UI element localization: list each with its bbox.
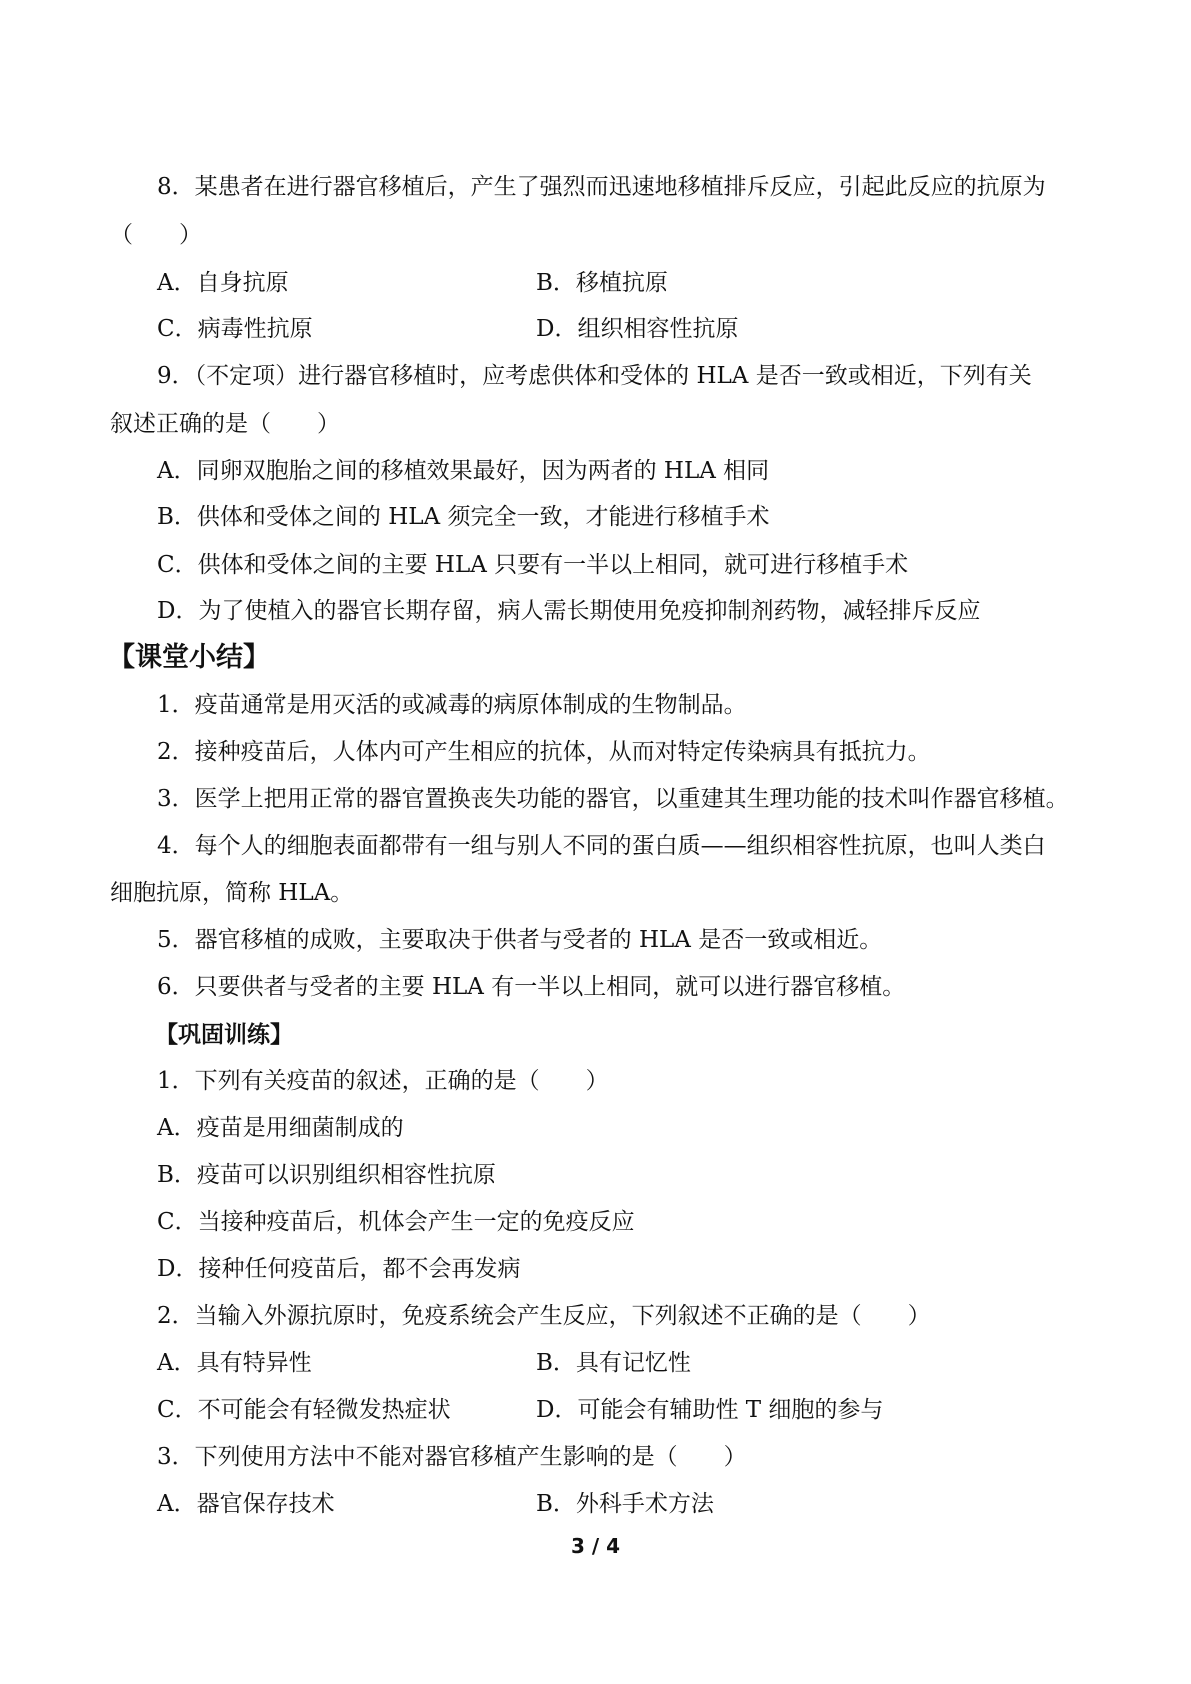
summary-point-5: 5．器官移植的成败，主要取决于供者与受者的 HLA 是否一致或相近。 <box>157 927 883 953</box>
practice-q3-option-a: A．器官保存技术 <box>157 1491 335 1517</box>
practice-q1-option-c: C．当接种疫苗后，机体会产生一定的免疫反应 <box>157 1209 635 1235</box>
q9-option-d: D．为了使植入的器官长期存留，病人需长期使用免疫抑制剂药物，减轻排斥反应 <box>157 598 981 624</box>
practice-q3-option-b: B．外科手术方法 <box>536 1491 714 1517</box>
practice-q2-option-a: A．具有特异性 <box>157 1350 312 1376</box>
summary-point-3: 3．医学上把用正常的器官置换丧失功能的器官，以重建其生理功能的技术叫作器官移植。 <box>157 786 1069 812</box>
summary-point-4-line1: 4．每个人的细胞表面都带有一组与别人不同的蛋白质——组织相容性抗原，也叫人类白 <box>157 833 1046 859</box>
q9-stem-line1: 9．（不定项）进行器官移植时，应考虑供体和受体的 HLA 是否一致或相近，下列有关 <box>157 363 1032 389</box>
practice-q1-option-b: B．疫苗可以识别组织相容性抗原 <box>157 1162 496 1188</box>
practice-q2-option-d: D．可能会有辅助性 T 细胞的参与 <box>536 1397 884 1423</box>
q8-option-c: C．病毒性抗原 <box>157 316 313 342</box>
summary-point-4-line2: 细胞抗原，简称 HLA。 <box>110 880 354 906</box>
summary-point-1: 1．疫苗通常是用灭活的或减毒的病原体制成的生物制品。 <box>157 692 747 718</box>
q9-option-b: B．供体和受体之间的 HLA 须完全一致，才能进行移植手术 <box>157 504 770 530</box>
q9-stem-line2: 叙述正确的是（ ） <box>110 411 340 437</box>
q8-answer-paren: （ ） <box>110 222 202 248</box>
summary-heading: 【课堂小结】 <box>108 642 270 673</box>
q8-option-b: B．移植抗原 <box>536 270 668 296</box>
practice-q2-option-c: C．不可能会有轻微发热症状 <box>157 1397 451 1423</box>
practice-heading: 【巩固训练】 <box>155 1022 293 1048</box>
practice-q2-stem: 2．当输入外源抗原时，免疫系统会产生反应，下列叙述不正确的是（ ） <box>157 1303 931 1329</box>
summary-point-2: 2．接种疫苗后，人体内可产生相应的抗体，从而对特定传染病具有抵抗力。 <box>157 739 931 765</box>
summary-point-6: 6．只要供者与受者的主要 HLA 有一半以上相同，就可以进行器官移植。 <box>157 974 906 1000</box>
practice-q1-stem: 1．下列有关疫苗的叙述，正确的是（ ） <box>157 1068 609 1094</box>
q8-option-d: D．组织相容性抗原 <box>536 316 739 342</box>
page-number: 3 / 4 <box>570 1534 621 1558</box>
q9-option-a: A．同卵双胞胎之间的移植效果最好，因为两者的 HLA 相同 <box>157 458 770 484</box>
q8-option-a: A．自身抗原 <box>157 270 289 296</box>
practice-q1-option-a: A．疫苗是用细菌制成的 <box>157 1115 404 1141</box>
practice-q2-option-b: B．具有记忆性 <box>536 1350 691 1376</box>
practice-q1-option-d: D．接种任何疫苗后，都不会再发病 <box>157 1256 521 1282</box>
practice-q3-stem: 3．下列使用方法中不能对器官移植产生影响的是（ ） <box>157 1444 747 1470</box>
q8-stem: 8．某患者在进行器官移植后，产生了强烈而迅速地移植排斥反应，引起此反应的抗原为 <box>157 174 1046 200</box>
q9-option-c: C．供体和受体之间的主要 HLA 只要有一半以上相同，就可进行移植手术 <box>157 552 909 578</box>
